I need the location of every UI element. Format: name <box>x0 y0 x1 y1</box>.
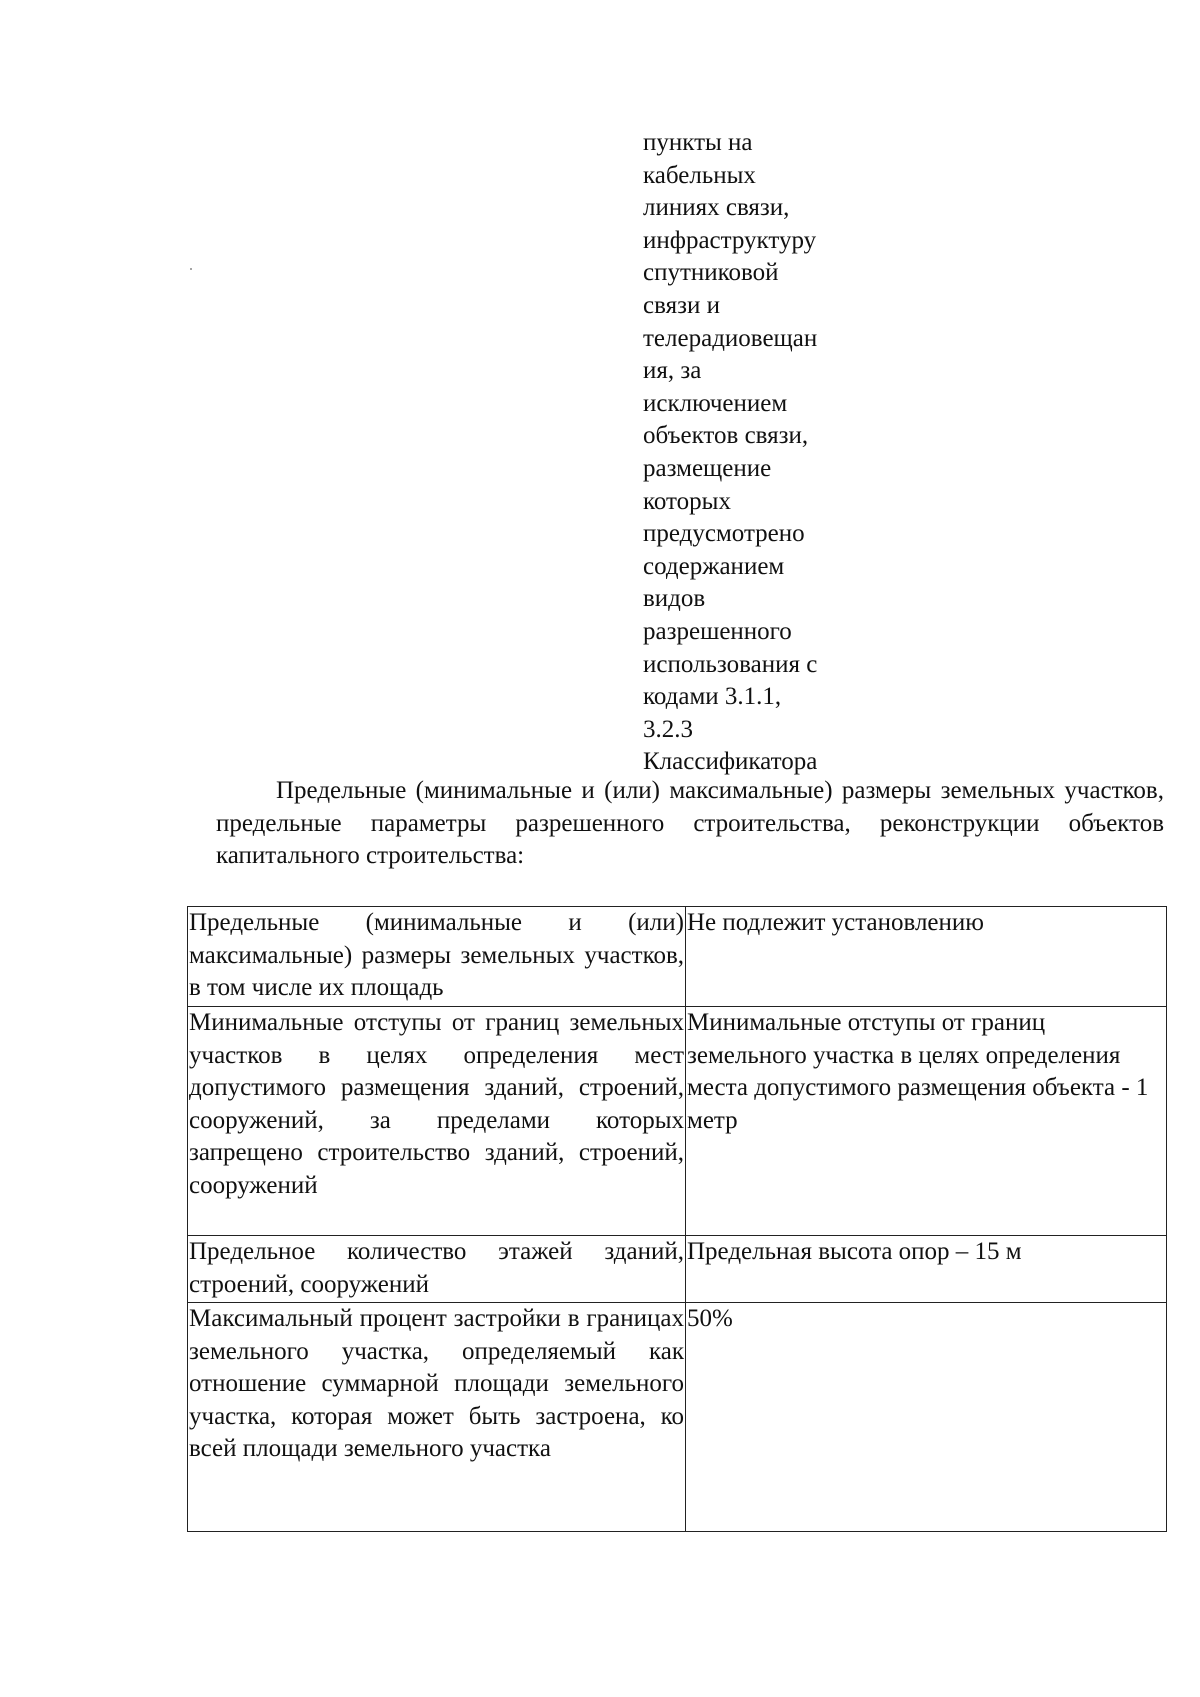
fragment-line: видов <box>643 585 706 613</box>
parameter-cell: Предельные (минимальные и (или) максимальные) размеры земельных участков, в том числе их площадь <box>188 907 686 1007</box>
value-cell: Минимальные отступы от границ земельного участка в целях определения места допустимого размещения объекта - 1 метр <box>686 1007 1167 1236</box>
value-cell: Предельная высота опор – 15 м <box>686 1236 1167 1303</box>
limits-intro-paragraph: Предельные (минимальные и (или) максимальные) размеры земельных участков, предельные параметры разрешенного строительства, реконструкции объектов капитального строительства: <box>216 777 1164 869</box>
parameter-cell: Минимальные отступы от границ земельных участков в целях определения мест допустимого размещения зданий, строений, сооружений, за пределами которых запрещено строительство зданий, строений, сооружений <box>188 1007 686 1236</box>
parameter-cell: Предельное количество этажей зданий, строений, сооружений <box>188 1236 686 1303</box>
scan-speck <box>190 268 192 270</box>
fragment-line: которых <box>643 487 731 515</box>
fragment-line: кодами 3.1.1, <box>643 683 782 711</box>
parameter-cell: Максимальный процент застройки в границах земельного участка, определяемый как отношение суммарной площади земельного участка, которая может быть застроена, ко всей площади земельного участка <box>188 1303 686 1532</box>
fragment-line: линиях связи, <box>643 194 790 222</box>
construction-parameters-table <box>187 906 1167 1532</box>
fragment-line: объектов связи, <box>643 422 809 450</box>
table-row <box>188 1007 1167 1236</box>
fragment-line: использования с <box>643 650 818 678</box>
table-row <box>188 1236 1167 1303</box>
table-row <box>188 1303 1167 1532</box>
permitted-use-description-fragment <box>643 127 858 779</box>
fragment-line: предусмотрено <box>643 520 805 548</box>
fragment-line: ия, за <box>643 357 702 385</box>
fragment-line: содержанием <box>643 552 785 580</box>
table-row <box>188 907 1167 1007</box>
fragment-line: Классификатора <box>643 748 818 776</box>
fragment-line: инфраструктуру <box>643 226 817 254</box>
fragment-line: телерадиовещан <box>643 324 818 352</box>
fragment-line: исключением <box>643 389 788 417</box>
value-cell: 50% <box>686 1303 1167 1532</box>
fragment-line: разрешенного <box>643 617 792 645</box>
fragment-line: 3.2.3 <box>643 715 693 743</box>
value-cell: Не подлежит установлению <box>686 907 1167 1007</box>
fragment-line: размещение <box>643 454 772 482</box>
fragment-line: пункты на <box>643 129 753 156</box>
fragment-line: связи и <box>643 291 720 319</box>
fragment-line: кабельных <box>643 161 756 189</box>
fragment-line: спутниковой <box>643 259 779 287</box>
